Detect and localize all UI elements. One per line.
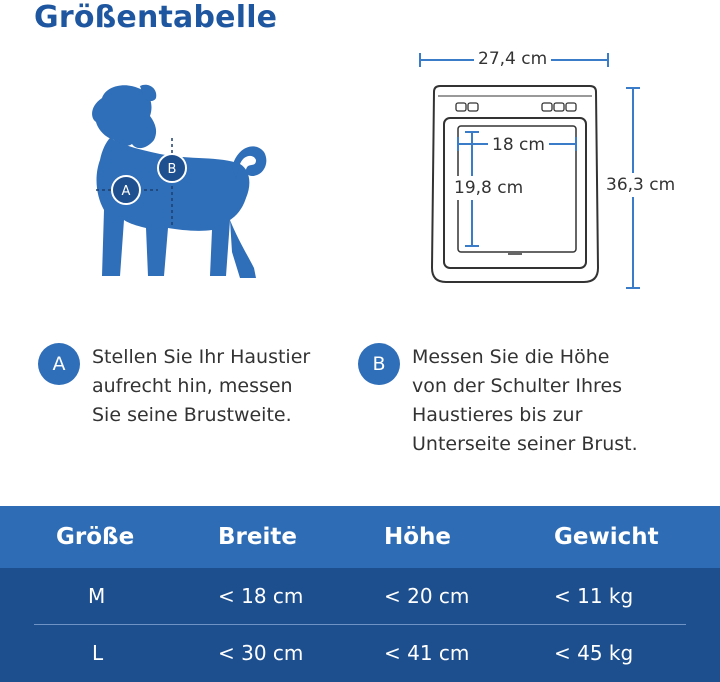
header-height: Höhe: [384, 524, 452, 550]
table-row: [34, 625, 686, 681]
dog-badge-a: A: [121, 184, 131, 199]
header-weight: Gewicht: [554, 524, 659, 550]
door-inner-width-label: 18 cm: [488, 135, 549, 155]
door-outer-height-label: 36,3 cm: [606, 175, 676, 195]
instruction-a-line: Sie seine Brustweite.: [92, 404, 292, 426]
table-row: [34, 568, 686, 625]
badge-a: A: [38, 343, 80, 385]
header-size: Größe: [56, 524, 135, 550]
instruction-b-line: Haustieres bis zur: [412, 404, 583, 426]
cell-weight: < 45 kg: [554, 641, 634, 665]
instruction-b-line: von der Schulter Ihres: [412, 375, 623, 397]
instruction-a-text: [92, 343, 310, 430]
instruction-a: [38, 343, 310, 430]
instruction-b: [358, 343, 638, 459]
page-title: Größentabelle: [34, 0, 278, 35]
cell-width: < 18 cm: [218, 584, 304, 608]
table-header: [0, 506, 720, 568]
instruction-b-line: Messen Sie die Höhe: [412, 346, 610, 368]
pet-door-diagram: [400, 40, 700, 300]
cell-width: < 30 cm: [218, 641, 304, 665]
size-table: [0, 506, 720, 682]
instruction-b-text: [412, 343, 638, 459]
cell-weight: < 11 kg: [554, 584, 634, 608]
table-body: [0, 568, 720, 682]
cell-height: < 41 cm: [384, 641, 470, 665]
badge-b: B: [358, 343, 400, 385]
cell-height: < 20 cm: [384, 584, 470, 608]
door-outer-width-label: 27,4 cm: [474, 49, 551, 69]
instruction-b-line: Unterseite seiner Brust.: [412, 433, 638, 455]
instruction-a-line: Stellen Sie Ihr Haustier: [92, 346, 311, 368]
dog-silhouette-icon: [80, 80, 270, 285]
door-inner-height-label: 19,8 cm: [454, 178, 524, 198]
header-width: Breite: [218, 524, 297, 550]
instruction-a-line: aufrecht hin, messen: [92, 375, 293, 397]
cell-size: L: [92, 641, 104, 665]
dog-badge-b: B: [167, 162, 177, 177]
cell-size: M: [88, 584, 106, 608]
